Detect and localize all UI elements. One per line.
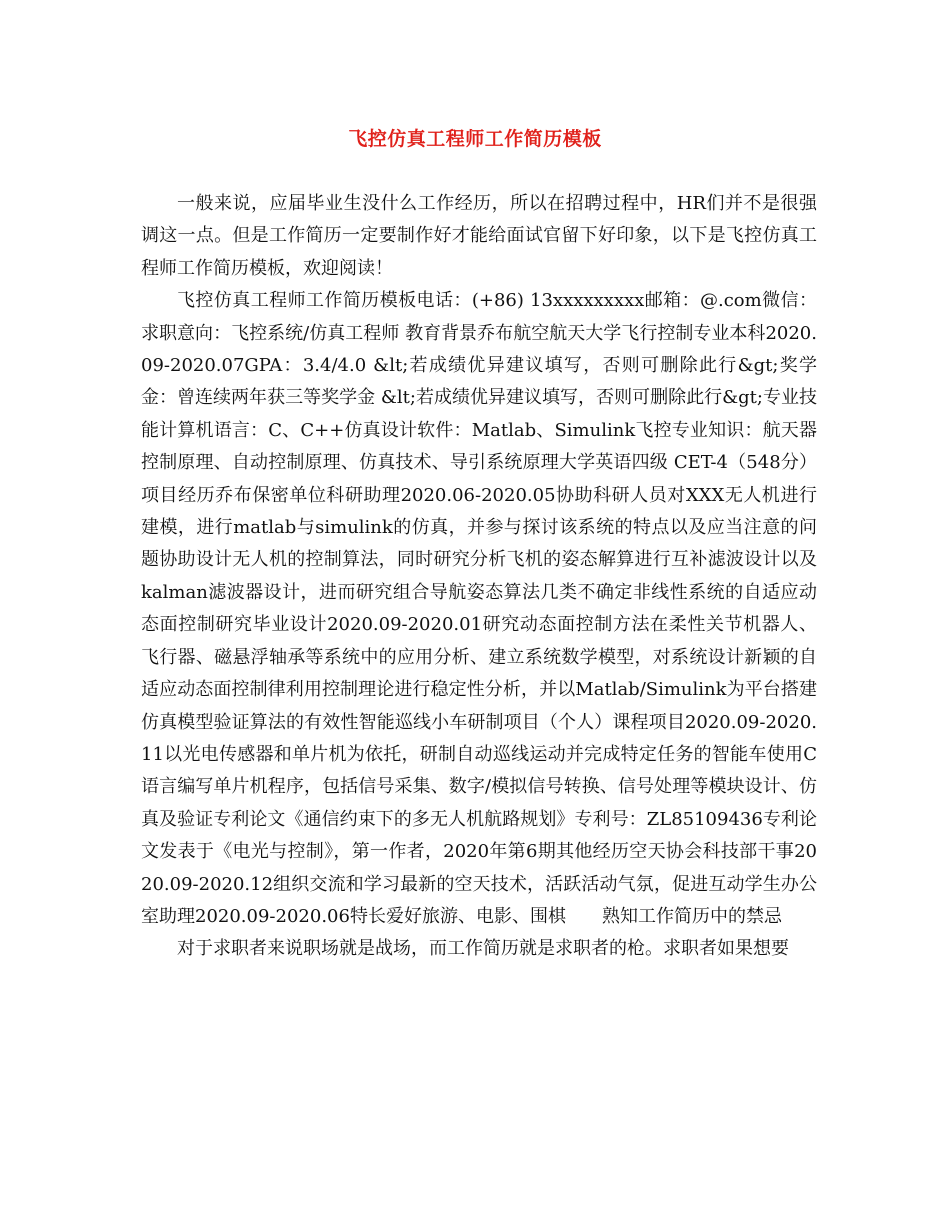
paragraph-resume: 飞控仿真工程师工作简历模板电话：(+86) 13xxxxxxxxx邮箱：@.com微信：求职意向：飞控系统/仿真工程师 教育背景乔布航空航天大学飞行控制专业本科2020.09-2020.07GPA：3.4/4.0 &lt;若成绩优异建议填写，否则可删除此行&gt;奖学金：曾连续两年获三等奖学金 &lt;若成绩优异建议填写，否则可删除此行&gt;专业技能计算机语言：C、C++仿真设计软件：Matlab、Simulink飞控专业知识：航天器控制原理、自动控制原理、仿真技术、导引系统原理大学英语四级 CET-4（548分）项目经历乔布保密单位科研助理2020.06-2020.05协助科研人员对XXX无人机进行建模，进行matlab与simulink的仿真，并参与探讨该系统的特点以及应当注意的问题协助设计无人机的控制算法，同时研究分析飞机的姿态解算进行互补滤波设计以及kalman滤波器设计，进而研究组合导航姿态算法几类不确定非线性系统的自适应动态面控制研究毕业设计2020.09-2020.01研究动态面控制方法在柔性关节机器人、飞行器、磁悬浮轴承等系统中的应用分析、建立系统数学模型，对系统设计新颖的自适应动态面控制律利用控制理论进行稳定性分析，并以Matlab/Simulink为平台搭建仿真模型验证算法的有效性智能巡线小车研制项目（个人）课程项目2020.09-2020.11以光电传感器和单片机为依托，研制自动巡线运动并完成特定任务的智能车使用C语言编写单片机程序，包括信号采集、数字/模拟信号转换、信号处理等模块设计、仿真及验证专利论文《通信约束下的多无人机航路规划》专利号：ZL85109436专利论文发表于《电光与控制》，第一作者，2020年第6期其他经历空天协会科技部干事2020.09-2020.12组织交流和学习最新的空天技术，活跃活动气氛，促进互动学生办公室助理2020.09-2020.06特长爱好旅游、电影、围棋 熟知工作简历中的禁忌 xyxy=(141,290,817,927)
document-body xyxy=(141,188,817,966)
paragraph-intro: 一般来说，应届毕业生没什么工作经历，所以在招聘过程中，HR们并不是很强调这一点。但是工作简历一定要制作好才能给面试官留下好印象，以下是飞控仿真工程师工作简历模板，欢迎阅读！ xyxy=(141,193,817,279)
paragraph-taboos: 对于求职者来说职场就是战场，而工作简历就是求职者的枪。求职者如果想要 xyxy=(177,938,789,960)
document-title: 飞控仿真工程师工作简历模板 xyxy=(348,128,602,150)
